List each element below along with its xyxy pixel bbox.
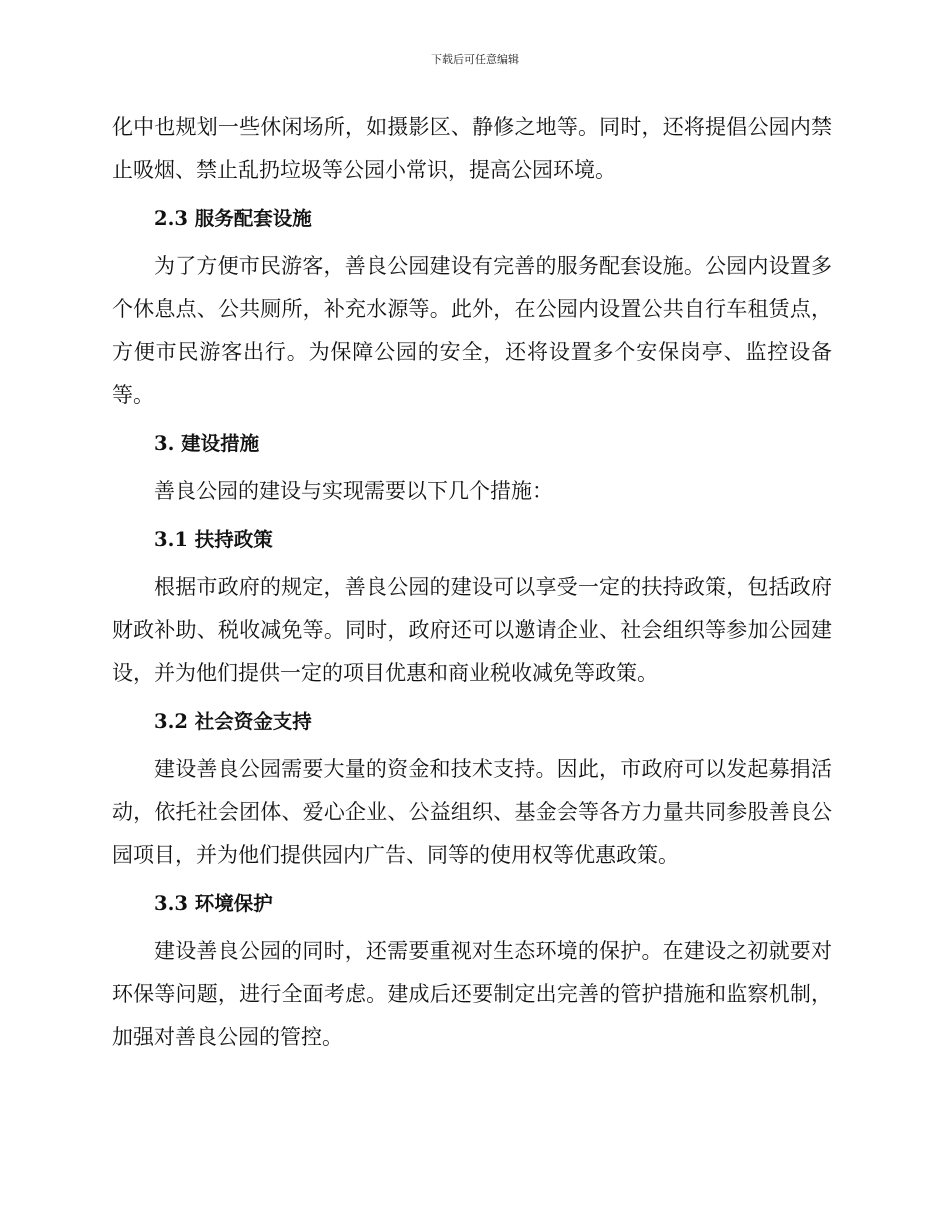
section-heading-3-1: 3.1 扶持政策 (154, 528, 273, 551)
paragraph-social-funding: 建设善良公园需要大量的资金和技术支持。因此，市政府可以发起募捐活动，依托社会团体、爱心企业、公益组织、基金会等各方力量共同参股善良公园项目，并为他们提供园内广告、同等的使用权等优惠政策。 (112, 757, 832, 867)
section-heading-2-3: 2.3 服务配套设施 (154, 207, 312, 230)
paragraph-measures-intro: 善良公园的建设与实现需要以下几个措施： (154, 479, 553, 503)
page-header: 下载后可任意编辑 (431, 53, 519, 66)
section-heading-3: 3. 建设措施 (154, 432, 260, 455)
section-heading-3-3: 3.3 环境保护 (154, 892, 273, 915)
section-heading-3-2: 3.2 社会资金支持 (154, 710, 312, 733)
paragraph-service-facilities: 为了方便市民游客，善良公园建设有完善的服务配套设施。公园内设置多个休息点、公共厕所，补充水源等。此外，在公园内设置公共自行车租赁点，方便市民游客出行。为保障公园的安全，还将设置多个安保岗亭、监控设备等。 (112, 254, 832, 407)
document-body (112, 106, 832, 1059)
paragraph-support-policy: 根据市政府的规定，善良公园的建设可以享受一定的扶持政策，包括政府财政补助、税收减免等。同时，政府还可以邀请企业、社会组织等参加公园建设，并为他们提供一定的项目优惠和商业税收减免等政策。 (112, 575, 832, 685)
paragraph-continued: 化中也规划一些休闲场所，如摄影区、静修之地等。同时，还将提倡公园内禁止吸烟、禁止乱扔垃圾等公园小常识，提高公园环境。 (112, 115, 832, 182)
paragraph-environment-protection: 建设善良公园的同时，还需要重视对生态环境的保护。在建设之初就要对环保等问题，进行全面考虑。建成后还要制定出完善的管护措施和监察机制，加强对善良公园的管控。 (112, 939, 832, 1049)
